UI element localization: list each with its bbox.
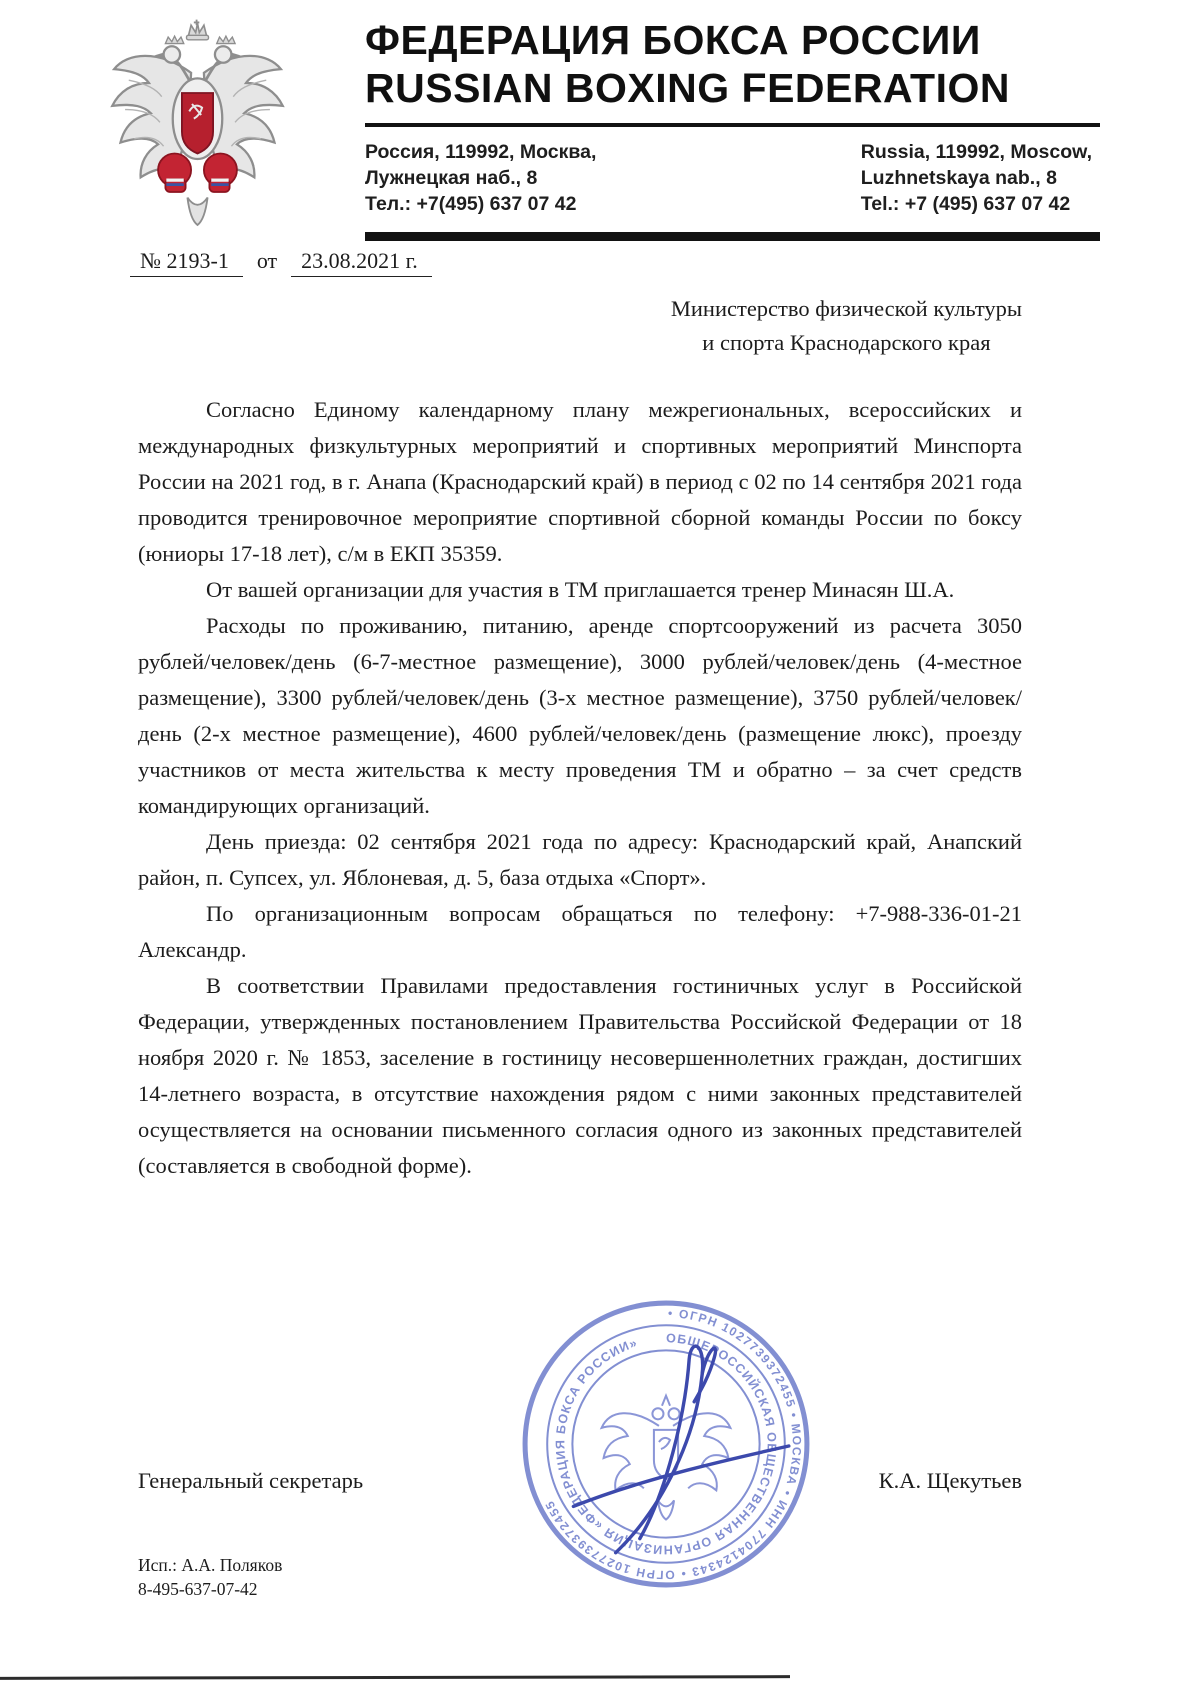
org-title-en: RUSSIAN BOXING FEDERATION	[365, 65, 1010, 112]
left-boxing-glove	[158, 154, 191, 193]
address-en-line3: Tel.: +7 (495) 637 07 42	[860, 193, 1071, 216]
executor-block	[138, 1553, 282, 1601]
address-english	[861, 139, 1092, 218]
scan-edge-artifact	[0, 1675, 790, 1680]
stamp-inner-ring-text: ОБЩЕРОССИЙСКАЯ ОБЩЕСТВЕННАЯ ОРГАНИЗАЦИЯ «ФЕДЕРАЦИЯ БОКСА РОССИИ»	[553, 1331, 779, 1557]
stamp-eagle-icon	[602, 1396, 731, 1520]
title-divider	[365, 123, 1100, 127]
letter-date: 23.08.2021 г.	[291, 248, 432, 277]
ot-label: от	[256, 248, 278, 273]
federation-emblem-icon	[100, 16, 295, 236]
address-russian	[365, 139, 596, 218]
signatory-title: Генеральный секретарь	[138, 1468, 364, 1493]
executor-phone: 8-495-637-07-42	[138, 1579, 258, 1599]
paragraph-hotel-rules: В соответствии Правилами предоставления гостиничных услуг в Российской Федерации, утвержденных постановлением Правительства Российской Федерации от 18 ноября 2020 г. № 1853, заселение в гостиницу несовершеннолетних граждан, достигших 14-летнего возраста, в отсутствие нахождения рядом с ними законных представителей осуществляется на основании письменного согласия одного из законных представителей (составляется в свободной форме).	[138, 973, 1022, 1178]
paragraph-schedule: Согласно Единому календарному плану межрегиональных, всероссийских и международных физкультурных мероприятий и спортивных мероприятий Минспорта России на 2021 год, в г. Анапа (Краснодарский край) в период с 02 по 14 сентября 2021 года проводится тренировочное мероприятие спортивной сборной команды России по боксу (юниоры 17-18 лет), с/м в ЕКП 35359.	[138, 397, 1022, 566]
reference-line	[130, 248, 432, 277]
right-boxing-glove	[204, 154, 237, 193]
stamp-inner-circle	[572, 1350, 759, 1537]
paragraph-arrival: День приезда: 02 сентября 2021 года по адресу: Краснодарский край, Анапский район, п. Супсех, ул. Яблоневая, д. 5, база отдыха «Спорт».	[138, 829, 1022, 890]
address-ru-line1: Россия, 119992, Москва,	[365, 140, 597, 163]
crown-band	[187, 35, 209, 40]
signatory-name: К.А. Щекутьев	[878, 1468, 1022, 1493]
paragraph-costs: Расходы по проживанию, питанию, аренде спортсооружений из расчета 3050 рублей/человек/день (6-7-местное размещение), 3000 рублей/человек/день (4-местное размещение), 3300 рублей/человек/день (3-х местное размещение), 3750 рублей/человек/день (2-х местное размещение), 4600 рублей/человек/день (размещение люкс), проезду участников от места жительства к месту проведения ТМ и обратно – за счет средств командирующих организаций.	[138, 613, 1022, 818]
recipient-line2: и спорта Краснодарского края	[702, 330, 991, 355]
paragraph-contact: По организационным вопросам обращаться по телефону: +7-988-336-01-21 Александр.	[138, 901, 1022, 962]
central-crown	[188, 23, 206, 36]
recipient-block	[671, 292, 1022, 360]
stamp-middle-circle	[547, 1325, 785, 1563]
red-shield	[182, 93, 213, 154]
paragraph-invitation: От вашей организации для участия в ТМ приглашается тренер Минасян Ш.А.	[206, 577, 955, 602]
recipient-line1: Министерство физической культуры	[670, 296, 1022, 321]
left-crown	[165, 36, 183, 43]
stamp-outer-circle	[525, 1303, 807, 1585]
eagle-tail	[187, 198, 207, 226]
eagle-left-head	[164, 46, 181, 63]
address-ru-line3: Тел.: +7(495) 637 07 42	[365, 193, 577, 216]
letterhead-text-block	[365, 16, 1100, 241]
address-en-line2: Luzhnetskaya nab., 8	[860, 167, 1057, 190]
address-row	[365, 139, 1100, 218]
stamp-outer-ring-text: • ОГРН 1027739372455 • МОСКВА • ИНН 7704124343 • ОГРН 1027739372455	[541, 1306, 804, 1582]
outgoing-number: № 2193-1	[130, 248, 243, 277]
address-ru-line2: Лужнецкая наб., 8	[365, 167, 538, 190]
right-crown	[217, 36, 235, 43]
executor-name: Исп.: А.А. Поляков	[138, 1555, 283, 1575]
letter-body	[138, 392, 1022, 1184]
address-en-line1: Russia, 119992, Moscow,	[860, 140, 1092, 163]
header-black-bar	[365, 232, 1100, 241]
org-title-ru: ФЕДЕРАЦИЯ БОКСА РОССИИ	[365, 17, 981, 63]
eagle-right-head	[215, 46, 232, 63]
official-stamp	[515, 1293, 817, 1595]
letterhead	[100, 16, 1100, 241]
